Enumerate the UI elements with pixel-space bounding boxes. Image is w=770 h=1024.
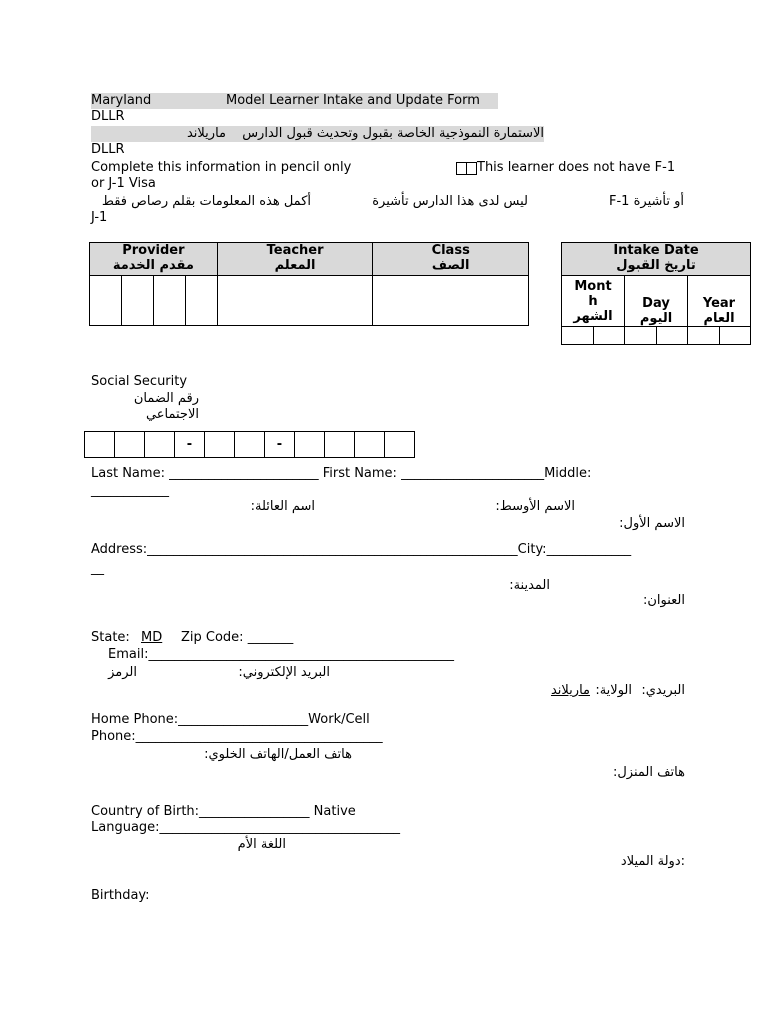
form-title: Model Learner Intake and Update Form	[226, 93, 498, 109]
visa-checkbox-2[interactable]	[466, 162, 477, 175]
pencil-instruction-ar: أكمل هذه المعلومات بقلم رصاص فقط	[101, 194, 311, 209]
country-of-birth-field[interactable]: Country of Birth:_________________ Native	[91, 804, 356, 819]
provider-cell-4[interactable]	[185, 276, 217, 326]
provider-cell-2[interactable]	[121, 276, 153, 326]
state-value-ar: ماريلاند	[550, 683, 590, 698]
teacher-cell[interactable]	[217, 276, 373, 326]
postal-ar: البريدي:	[641, 683, 685, 698]
day-cell-1[interactable]	[625, 327, 657, 345]
name-fields[interactable]: Last Name: _______________________ First Name: ______________________Middle:	[91, 466, 592, 481]
ssn-digit-9[interactable]	[385, 432, 415, 458]
year-header: Year العام	[688, 276, 751, 327]
header-state: Maryland	[91, 93, 226, 109]
ssn-dash-2: -	[265, 432, 295, 458]
class-header: Class الصف	[373, 243, 529, 276]
visa-statement-cont: or J-1 Visa	[91, 176, 156, 191]
month-cell-2[interactable]	[593, 327, 625, 345]
month-cell-1[interactable]	[562, 327, 594, 345]
native-language-field[interactable]: Language:_____________________________________	[91, 820, 401, 835]
last-name-ar: اسم العائلة:	[250, 499, 315, 514]
teacher-header: Teacher المعلم	[217, 243, 373, 276]
email-ar: البريد الإلكتروني:	[238, 665, 330, 680]
visa-statement: This learner does not have F-1	[477, 160, 676, 175]
ssn-dash-1: -	[175, 432, 205, 458]
zip-code-field[interactable]: Zip Code: _______	[181, 630, 294, 645]
ssn-label-ar-2: الاجتماعي	[145, 407, 199, 422]
state-value[interactable]: MD	[141, 630, 163, 645]
provider-table	[89, 242, 529, 326]
intake-date-header: Intake Date تاريخ القبول	[562, 243, 751, 276]
city-ar: المدينة:	[509, 578, 550, 593]
class-cell[interactable]	[373, 276, 529, 326]
first-name-ar: الاسم الأول:	[619, 516, 685, 531]
work-phone-ar: هاتف العمل/الهاتف الخلوي:	[204, 747, 352, 762]
state-label: State:	[91, 630, 130, 645]
ssn-digit-4[interactable]	[205, 432, 235, 458]
country-of-birth-ar: :دولة الميلاد	[620, 854, 685, 869]
zip-ar: الرمز	[108, 665, 137, 680]
visa-j1-ar: J-1	[91, 210, 108, 225]
address-ar: العنوان:	[642, 593, 685, 608]
ssn-label: Social Security	[91, 374, 188, 389]
address-field[interactable]: Address:_________________________________________________________City:_____________	[91, 542, 632, 557]
work-phone-field[interactable]: Phone:______________________________________	[91, 729, 383, 744]
ssn-digit-7[interactable]	[325, 432, 355, 458]
provider-cell-1[interactable]	[90, 276, 122, 326]
ssn-digit-3[interactable]	[145, 432, 175, 458]
year-cell-2[interactable]	[719, 327, 751, 345]
header-agency-2: DLLR	[91, 142, 125, 157]
ssn-boxes	[84, 431, 415, 458]
email-field[interactable]: Email:_______________________________________________	[108, 647, 454, 662]
ssn-label-ar-1: رقم الضمان	[133, 391, 199, 406]
middle-name-field-cont[interactable]: ____________	[91, 483, 169, 498]
ssn-digit-8[interactable]	[355, 432, 385, 458]
ssn-digit-6[interactable]	[295, 432, 325, 458]
ssn-digit-2[interactable]	[115, 432, 145, 458]
ssn-digit-1[interactable]	[85, 432, 115, 458]
day-cell-2[interactable]	[656, 327, 688, 345]
home-phone-field[interactable]: Home Phone:____________________Work/Cell	[91, 712, 370, 727]
middle-name-ar: الاسم الأوسط:	[495, 499, 575, 514]
header-state-ar: ماريلاند	[91, 126, 226, 142]
form-title-ar: الاستمارة النموذجية الخاصة بقبول وتحديث قبول الدارس	[226, 126, 544, 142]
month-header: Mont h الشهر	[562, 276, 625, 327]
provider-header: Provider مقدم الخدمة	[90, 243, 218, 276]
state-ar: الولاية:	[595, 683, 632, 698]
provider-cell-3[interactable]	[153, 276, 185, 326]
year-cell-1[interactable]	[688, 327, 720, 345]
address-field-cont[interactable]: __	[91, 561, 104, 576]
birthday-label: Birthday:	[91, 888, 150, 903]
native-language-ar: اللغة الأم	[237, 837, 286, 852]
visa-statement-ar: ليس لدى هذا الدارس تأشيرة	[372, 194, 528, 209]
pencil-instruction: Complete this information in pencil only	[91, 160, 352, 175]
day-header: Day اليوم	[625, 276, 688, 327]
header-agency: DLLR	[91, 109, 125, 124]
visa-f1-ar: أو تأشيرة F-1	[609, 194, 684, 209]
ssn-digit-5[interactable]	[235, 432, 265, 458]
intake-date-table	[561, 242, 751, 345]
home-phone-ar: هاتف المنزل:	[612, 765, 685, 780]
